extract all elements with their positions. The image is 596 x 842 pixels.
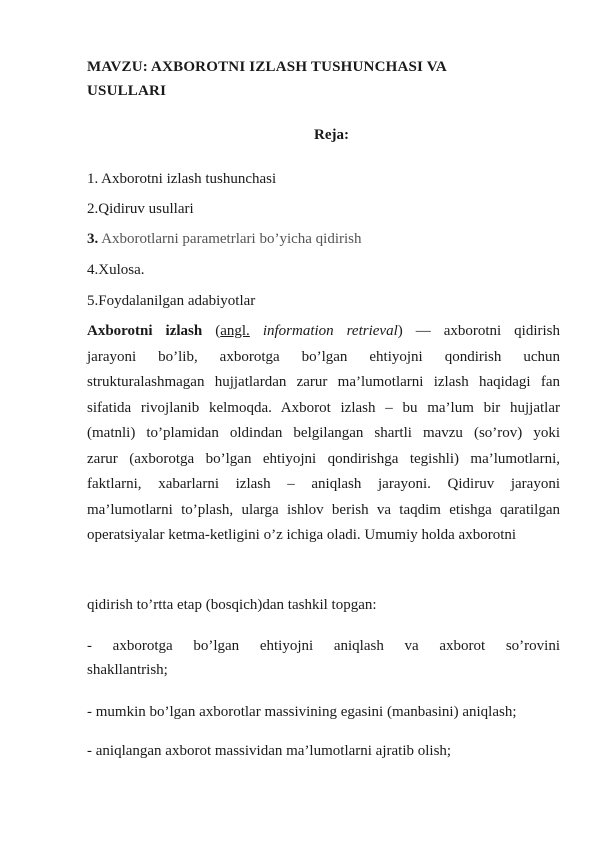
intro-line-2: jarayoni bo’lib, axborotga bo’lgan ehtiyojni qondirish uchun	[87, 348, 560, 365]
intro-term: Axborotni izlash	[87, 323, 203, 339]
intro-line-3: strukturalashmagan hujjatlardan zarur ma’lumotlarni izlash haqidagi fan	[87, 374, 560, 390]
stage-2: - mumkin bo’lgan axborotlar massivining egasini (manbasini) aniqlash;	[87, 704, 517, 720]
plan-heading: Reja:	[314, 127, 349, 143]
stage-1-line-2: shakllantrish;	[87, 662, 168, 678]
intro-line-7: faktlarni, xabarlarni izlash – aniqlash jarayoni. Qidiruv jarayoni	[87, 476, 560, 492]
toc-item-1: 1. Axborotni izlash tushunchasi	[87, 171, 277, 187]
paren-close: )	[397, 323, 403, 339]
toc-item-3-number: 3.	[87, 231, 99, 247]
intro-line-9: operatsiyalar ketma-ketligini o’z ichiga oladi. Umumiy holda axborotni	[87, 527, 517, 543]
angl-abbrev: angl.	[220, 323, 250, 339]
intro-line-1	[87, 319, 560, 345]
stage-3: - aniqlangan axborot massividan ma’lumotlarni ajratib olish;	[87, 743, 452, 759]
toc-item-3-label: Axborotlarni parametrlari bo’yicha qidirish	[101, 231, 362, 247]
intro-line-8: ma’lumotlarni to’plash, ularga ishlov berish va taqdim etishga qaratilgan	[87, 501, 560, 518]
toc-item-5: 5.Foydalanilgan adabiyotlar	[87, 293, 256, 309]
title-line-2: USULLARI	[87, 83, 167, 99]
title-line-1: MAVZU: AXBOROTNI IZLASH TUSHUNCHASI VA	[87, 59, 447, 75]
paren-open: (	[215, 323, 221, 339]
english-term: information retrieval	[262, 323, 398, 339]
page-title	[87, 55, 560, 103]
stages-intro: qidirish to’rtta etap (bosqich)dan tashkil topgan:	[87, 597, 377, 613]
intro-paragraph	[87, 319, 560, 549]
intro-line-5: (matnli) to’plamidan oldindan belgilangan shartli mavzu (so’rov) yoki	[87, 425, 560, 441]
toc-item-3	[87, 229, 560, 249]
intro-line-1-rest: — axborotni qidirish	[402, 323, 561, 339]
toc-item-4: 4.Xulosa.	[87, 262, 145, 278]
toc-item-2: 2.Qidiruv usullari	[87, 201, 194, 217]
stage-1-line-1: - axborotga bo’lgan ehtiyojni aniqlash va axborot so’rovini	[87, 638, 560, 654]
intro-line-6: zarur (axborotga bo’lgan ehtiyojni qondirishga tegishli) ma’lumotlarni,	[87, 450, 560, 467]
intro-line-4: sifatida rivojlanib kelmoqda. Axborot izlash – bu ma’lum bir hujjatlar	[87, 399, 560, 416]
